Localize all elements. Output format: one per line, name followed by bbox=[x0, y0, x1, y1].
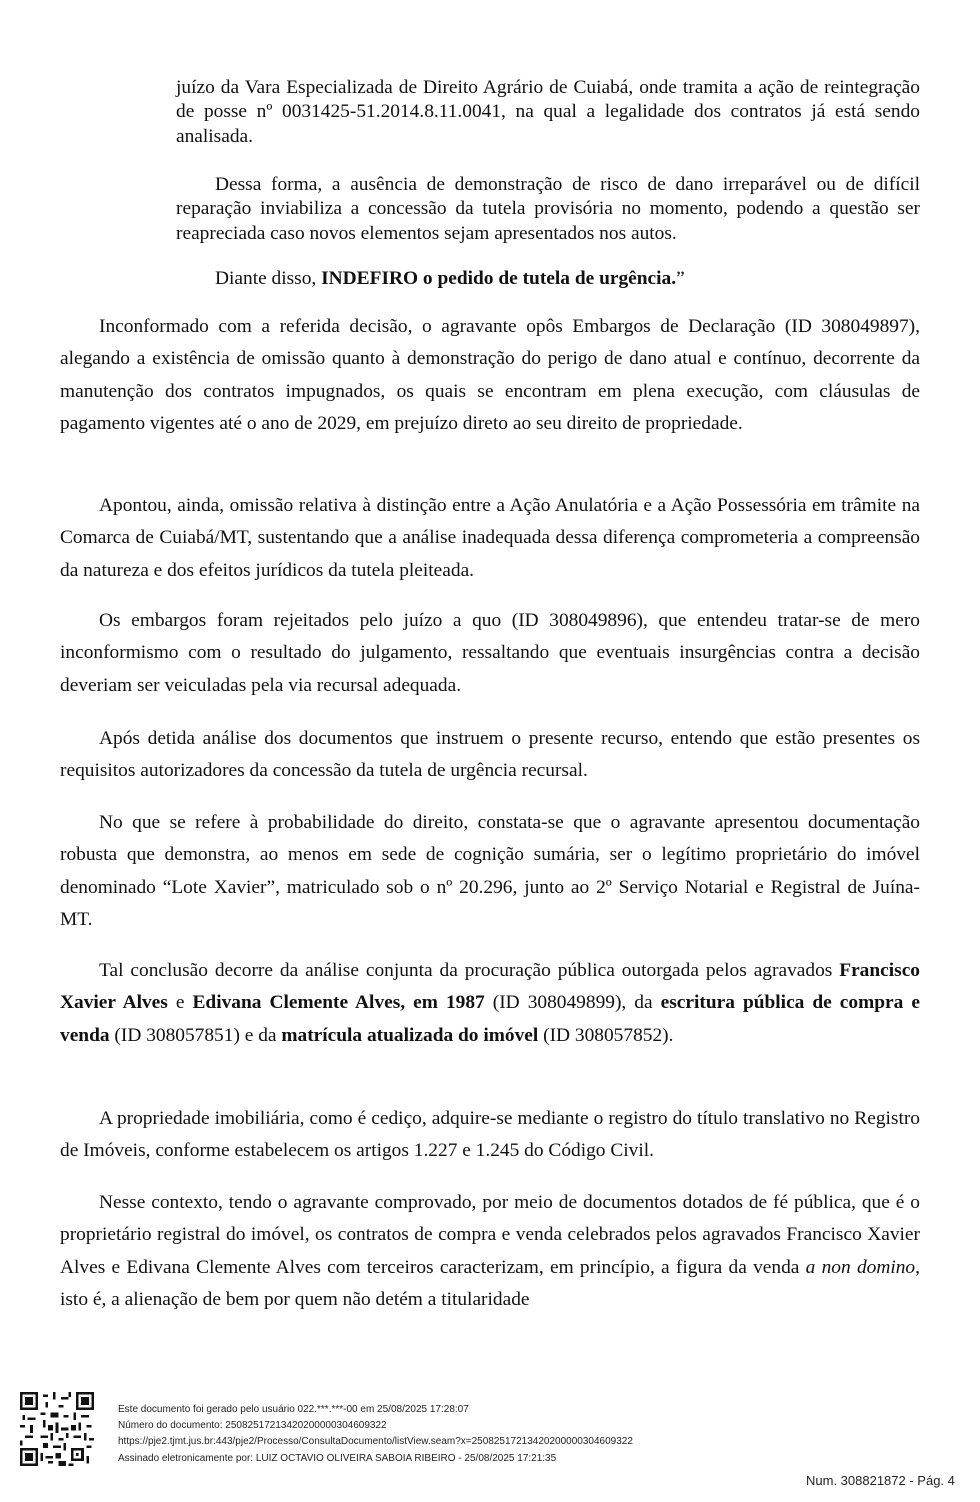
body-paragraph-7: A propriedade imobiliária, como é cediço, adquire-se mediante o registro do título translativo no Registro de Imóveis, conforme estabelecem os artigos 1.227 e 1.245 do Código Civil. bbox=[60, 1108, 920, 1162]
body-paragraph-1: Inconformado com a referida decisão, o agravante opôs Embargos de Declaração (ID 308049897), alegando a existência de omissão quanto à demonstração do perigo de dano atual e contínuo, decorrente da manutenção dos contratos impugnados, os quais se encontram em plena execução, com cláusulas de pagamento vigentes até o ano de 2029, em prejuízo direto ao seu direito de propriedade. bbox=[60, 316, 920, 435]
p6-bold-2: Edivana Clemente Alves, em 1987 bbox=[192, 992, 485, 1014]
quote-p3-bold: INDEFIRO o pedido de tutela de urgência. bbox=[321, 268, 677, 289]
quote-p3-text: Diante disso, bbox=[215, 268, 322, 289]
p6-text-5: (ID 308057852). bbox=[538, 1024, 674, 1046]
footer-document-url[interactable]: https://pje2.tjmt.jus.br:443/pje2/Processo/ConsultaDocumento/listView.seam?x=25082517213420200000304609322 bbox=[118, 1436, 633, 1448]
footer-document-number: Número do documento: 25082517213420200000304609322 bbox=[118, 1420, 387, 1432]
body-paragraph-4: Após detida análise dos documentos que instruem o presente recurso, entendo que estão presentes os requisitos autorizadores da concessão da tutela de urgência recursal. bbox=[60, 728, 920, 782]
p6-text-2: e bbox=[167, 992, 193, 1014]
p6-bold-1: Francisco Xavier Alves bbox=[60, 960, 920, 1014]
p6-bold-4: matrícula atualizada do imóvel bbox=[281, 1024, 539, 1046]
p6-text-1: Tal conclusão decorre da análise conjunta da procuração pública outorgada pelos agravados bbox=[99, 960, 840, 981]
p6-text-3: (ID 308049899), da bbox=[484, 992, 661, 1014]
footer-metadata bbox=[118, 1402, 818, 1467]
body-paragraph-8 bbox=[60, 1187, 920, 1317]
p8-text-1: Nesse contexto, tendo o agravante comprovado, por meio de documentos dotados de fé pública, que é o proprietário registral do imóvel, os contratos de compra e venda celebrados pelos agravados Francisco Xavier Alves e Edivana Clemente Alves com terceiros caracterizam, em princípio, a figura da venda bbox=[60, 1192, 920, 1278]
body-paragraph-5: No que se refere à probabilidade do direito, constata-se que o agravante apresentou documentação robusta que demonstra, ao menos em sede de cognição sumária, ser o legítimo proprietário do imóvel denominado “Lote Xavier”, matriculado sob o nº 20.296, junto ao 2º Serviço Notarial e Registral de Juína-MT. bbox=[60, 812, 920, 931]
footer-generated-by: Este documento foi gerado pelo usuário 022.***.***-00 em 25/08/2025 17:28:07 bbox=[118, 1404, 469, 1415]
body-paragraph-6 bbox=[60, 955, 920, 1052]
p6-text-4: (ID 308057851) e da bbox=[109, 1024, 282, 1046]
quote-paragraph-3 bbox=[176, 267, 920, 291]
quote-p3-close: ” bbox=[676, 268, 685, 289]
qr-code-icon bbox=[20, 1392, 94, 1466]
p8-text-2: , isto é, a alienação de bem por quem não detém a titularidade bbox=[60, 1256, 920, 1311]
footer-signature: Assinado eletronicamente por: LUIZ OCTAVIO OLIVEIRA SABOIA RIBEIRO - 25/08/2025 17:21:35 bbox=[118, 1452, 557, 1464]
body-paragraph-2: Apontou, ainda, omissão relativa à distinção entre a Ação Anulatória e a Ação Possessória em trâmite na Comarca de Cuiabá/MT, sustentando que a análise inadequada dessa diferença comprometeria a compreensão da natureza e dos efeitos jurídicos da tutela pleiteada. bbox=[60, 495, 920, 581]
body-paragraph-3: Os embargos foram rejeitados pelo juízo a quo (ID 308049896), que entendeu tratar-se de mero inconformismo com o resultado do julgamento, ressaltando que eventuais insurgências contra a decisão deveriam ser veiculadas pela via recursal adequada. bbox=[60, 610, 920, 696]
quote-paragraph-1: juízo da Vara Especializada de Direito Agrário de Cuiabá, onde tramita a ação de reintegração de posse nº 0031425-51.2014.8.11.0041, na qual a legalidade dos contratos já está sendo analisada. bbox=[176, 77, 920, 147]
document-footer bbox=[0, 1390, 980, 1502]
quote-paragraph-2: Dessa forma, a ausência de demonstração de risco de dano irreparável ou de difícil reparação inviabiliza a concessão da tutela provisória no momento, podendo a questão ser reapreciada caso novos elementos sejam apresentados nos autos. bbox=[176, 174, 920, 244]
p8-italic: a non domino bbox=[805, 1256, 916, 1278]
page-reference: Num. 308821872 - Pág. 4 bbox=[806, 1473, 955, 1488]
p6-bold-3: escritura pública de compra e venda bbox=[60, 992, 920, 1046]
